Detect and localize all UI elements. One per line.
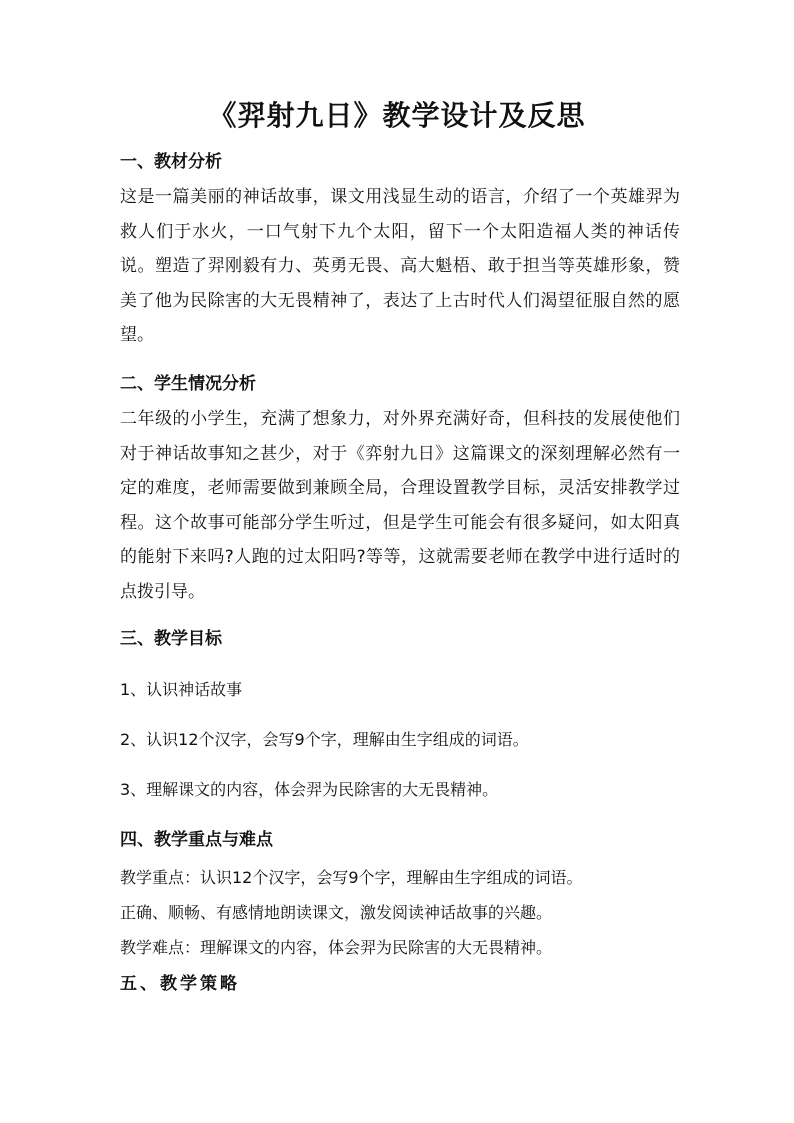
goal-item — [120, 728, 680, 752]
section-heading: 一、教材分析 — [120, 152, 222, 172]
list-item: 2、认识12个汉字，会写9个字，理解由生字组成的词语。 — [120, 730, 529, 749]
list-item: 教学难点：理解课文的内容，体会羿为民除害的大无畏精神。 — [120, 938, 553, 957]
key-point-line — [120, 936, 680, 960]
section-paragraph: 二年级的小学生，充满了想象力，对外界充满好奇，但科技的发展使他们对于神话故事知之甚少，对于《弈射九日》这篇课文的深刻理解必然有一定的难度，老师需要做到兼顾全局，合理设置教学目标，灵活安排教学过程。这个故事可能部分学生听过，但是学生可能会有很多疑问，如太阳真的能射下来吗?人跑的过太阳吗?等等，这就需要老师在教学中进行适时的点拨引导。 — [120, 409, 680, 602]
goal-item — [120, 678, 680, 702]
section-heading: 四、教学重点与难点 — [120, 830, 273, 850]
section-student-analysis — [120, 372, 680, 396]
section-student-analysis-body — [120, 402, 680, 609]
section-heading: 五、教学策略 — [120, 974, 240, 994]
goal-item — [120, 778, 680, 802]
document-title: 《羿射九日》教学设计及反思 — [208, 99, 586, 132]
list-item: 教学重点：认识12个汉字，会写9个字，理解由生字组成的词语。 — [120, 868, 583, 887]
section-teaching-material-body — [120, 180, 680, 353]
section-teaching-material — [120, 150, 680, 174]
list-item: 1、认识神话故事 — [120, 680, 243, 699]
section-heading: 三、教学目标 — [120, 629, 222, 649]
list-item: 正确、顺畅、有感情地朗读课文，激发阅读神话故事的兴趣。 — [120, 903, 553, 922]
section-heading: 二、学生情况分析 — [120, 374, 256, 394]
key-point-line — [120, 866, 680, 890]
key-point-line — [120, 901, 680, 925]
section-teaching-goals — [120, 627, 680, 651]
section-key-points — [120, 828, 680, 852]
section-paragraph: 这是一篇美丽的神话故事，课文用浅显生动的语言，介绍了一个英雄羿为救人们于水火，一口气射下九个太阳，留下一个太阳造福人类的神话传说。塑造了羿刚毅有力、英勇无畏、高大魁梧、敢于担当等英雄形象，赞美了他为民除害的大无畏精神了，表达了上古时代人们渴望征服自然的愿望。 — [120, 187, 680, 345]
section-teaching-strategy — [120, 972, 680, 996]
list-item: 3、理解课文的内容，体会羿为民除害的大无畏精神。 — [120, 780, 499, 799]
